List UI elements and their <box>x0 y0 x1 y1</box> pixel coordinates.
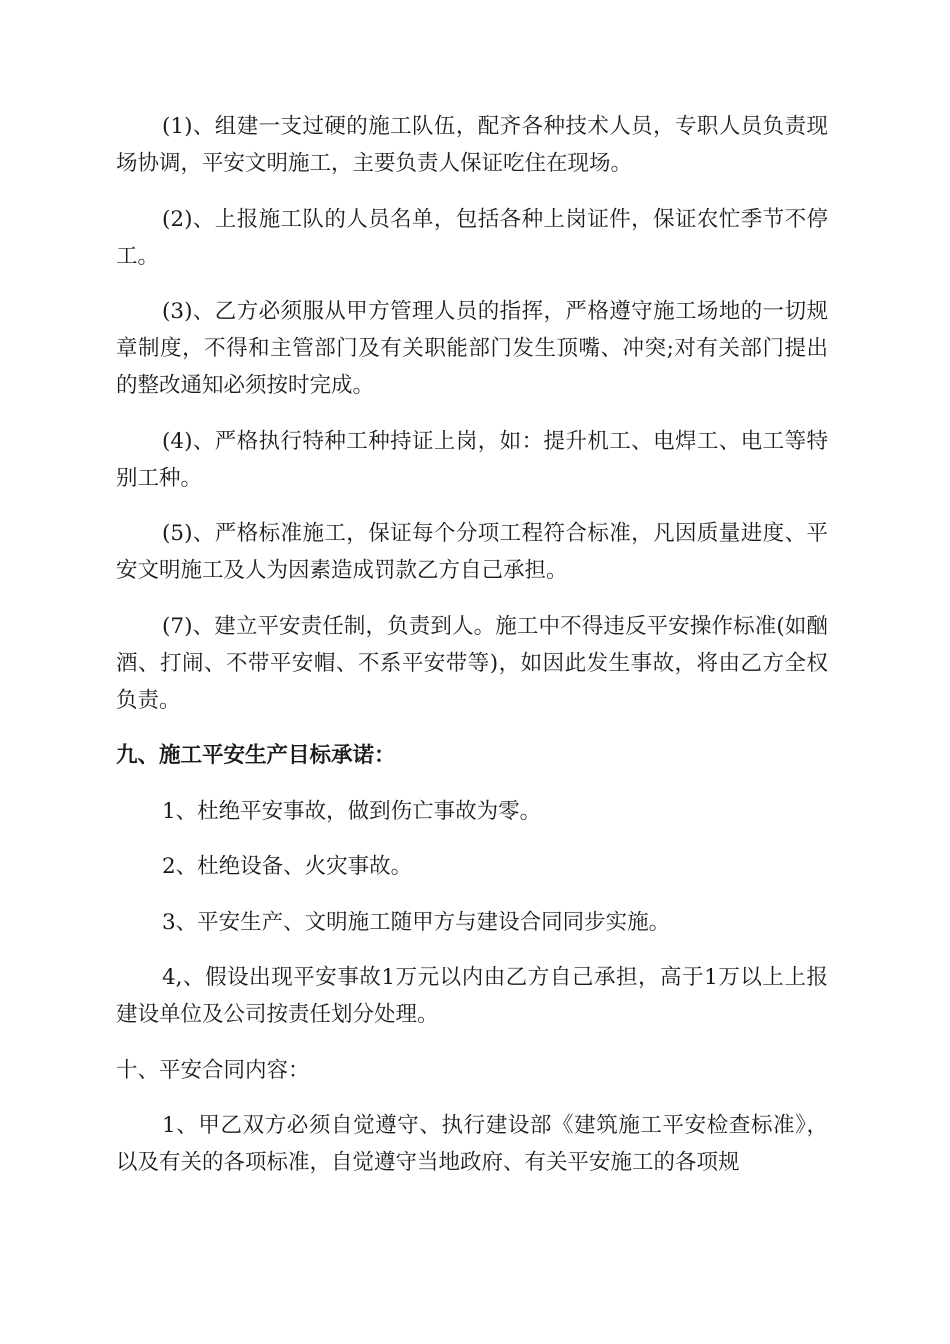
section-9-item-3: 3、平安生产、文明施工随甲方与建设合同同步实施。 <box>162 909 671 935</box>
section-10-item-1: 1、甲乙双方必须自觉遵守、执行建设部《建筑施工平安检查标准》，以及有关的各项标准，自觉遵守当地政府、有关平安施工的各项规 <box>116 1113 828 1175</box>
paragraph-item-3: (3)、乙方必须服从甲方管理人员的指挥，严格遵守施工场地的一切规章制度，不得和主管部门及有关职能部门发生顶嘴、冲突;对有关部门提出的整改通知必须按时完成。 <box>116 299 828 398</box>
section-10-heading: 十、平安合同内容： <box>116 1057 310 1083</box>
section-9-item-4: 4,、假设出现平安事故1万元以内由乙方自己承担，高于1万以上上报建设单位及公司按责任划分处理。 <box>116 965 828 1027</box>
section-9-item-2: 2、杜绝设备、火灾事故。 <box>162 854 413 879</box>
paragraph-item-4: (4)、严格执行特种工种持证上岗，如：提升机工、电焊工、电工等特别工种。 <box>116 428 828 491</box>
section-9-item-1: 1、杜绝平安事故，做到伤亡事故为零。 <box>162 798 542 824</box>
section-9-heading: 九、施工平安生产目标承诺： <box>116 743 396 768</box>
paragraph-item-7: (7)、建立平安责任制，负责到人。施工中不得违反平安操作标准(如酗酒、打闹、不带平安帽、不系平安带等)，如因此发生事故，将由乙方全权负责。 <box>116 613 828 713</box>
paragraph-item-1: (1)、组建一支过硬的施工队伍，配齐各种技术人员，专职人员负责现场协调，平安文明施工，主要负责人保证吃住在现场。 <box>116 114 828 176</box>
paragraph-item-5: (5)、严格标准施工，保证每个分项工程符合标准，凡因质量进度、平安文明施工及人为因素造成罚款乙方自己承担。 <box>116 521 828 583</box>
paragraph-item-2: (2)、上报施工队的人员名单，包括各种上岗证件，保证农忙季节不停工。 <box>116 206 828 269</box>
document-page <box>116 108 828 1200</box>
